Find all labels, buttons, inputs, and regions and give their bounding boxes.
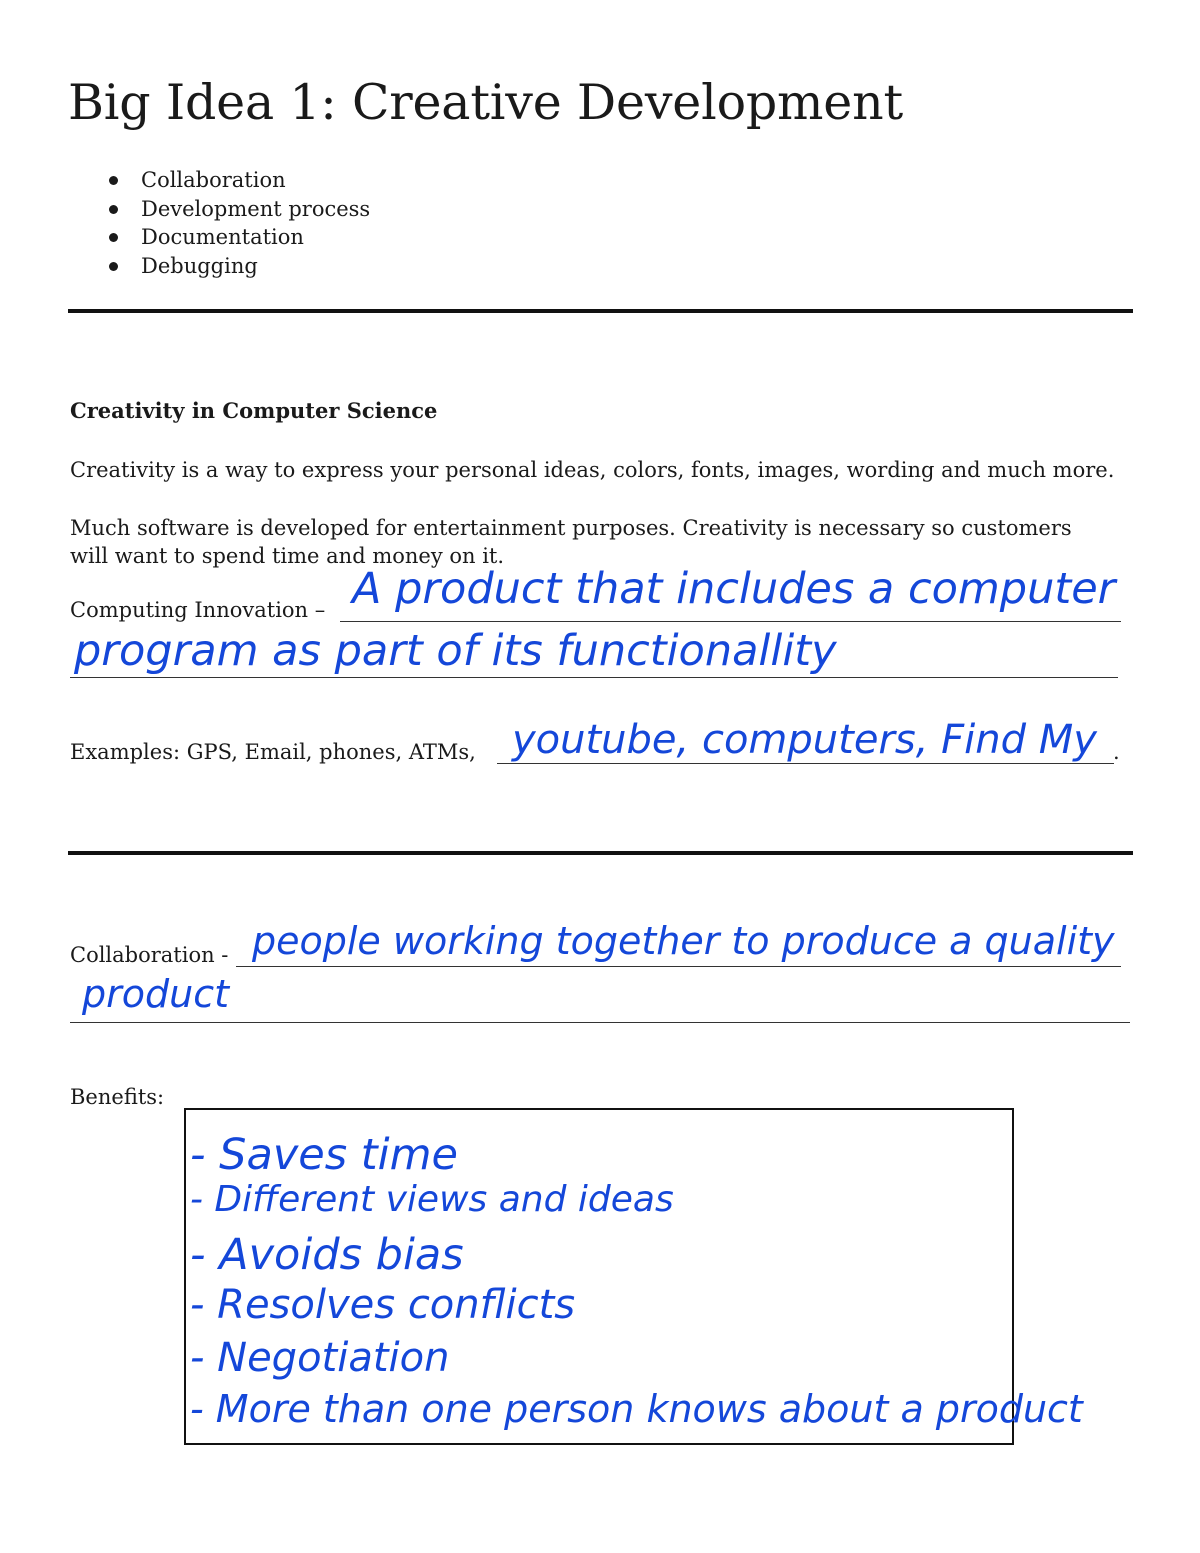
answer-line — [340, 621, 1121, 622]
list-item: - Negotiation — [190, 1335, 450, 1381]
answer-line — [497, 763, 1114, 764]
list-item: - Resolves conflicts — [190, 1282, 576, 1328]
handwritten-answer: people working together to produce a quality — [252, 919, 1115, 963]
section-divider — [68, 309, 1133, 313]
list-item: - Different views and ideas — [190, 1179, 674, 1220]
list-item: - Saves time — [190, 1130, 458, 1180]
list-item: Collaboration — [100, 166, 370, 195]
paragraph-creativity: Creativity is a way to express your personal ideas, colors, fonts, images, wording and much more. — [70, 458, 1115, 482]
section-heading: Creativity in Computer Science — [70, 398, 438, 423]
handwritten-answer: program as part of its functionallity — [74, 626, 837, 676]
answer-line — [70, 1022, 1130, 1023]
handwritten-answer: product — [82, 972, 229, 1016]
collaboration-label: Collaboration - — [70, 943, 229, 967]
benefits-label: Benefits: — [70, 1085, 165, 1109]
examples-label: Examples: GPS, Email, phones, ATMs, — [70, 740, 476, 764]
paragraph-software: Much software is developed for entertainment purposes. Creativity is necessary so customers will want to spend time and money on it. — [70, 516, 1072, 568]
list-item: Debugging — [100, 252, 370, 281]
handwritten-answer: A product that includes a computer — [352, 564, 1116, 614]
page-title: Big Idea 1: Creative Development — [68, 74, 903, 131]
list-item: - Avoids bias — [190, 1230, 464, 1280]
examples-period: . — [1113, 740, 1120, 764]
answer-line — [236, 966, 1121, 967]
innovation-label: Computing Innovation – — [70, 598, 326, 622]
list-item: Documentation — [100, 223, 370, 252]
topic-list — [100, 166, 370, 280]
benefits-box — [184, 1108, 1083, 1445]
handwritten-answer: youtube, computers, Find My — [512, 717, 1097, 763]
section-divider — [68, 851, 1133, 855]
list-item: - More than one person knows about a product — [190, 1387, 1083, 1431]
answer-line — [70, 677, 1118, 678]
list-item: Development process — [100, 195, 370, 224]
